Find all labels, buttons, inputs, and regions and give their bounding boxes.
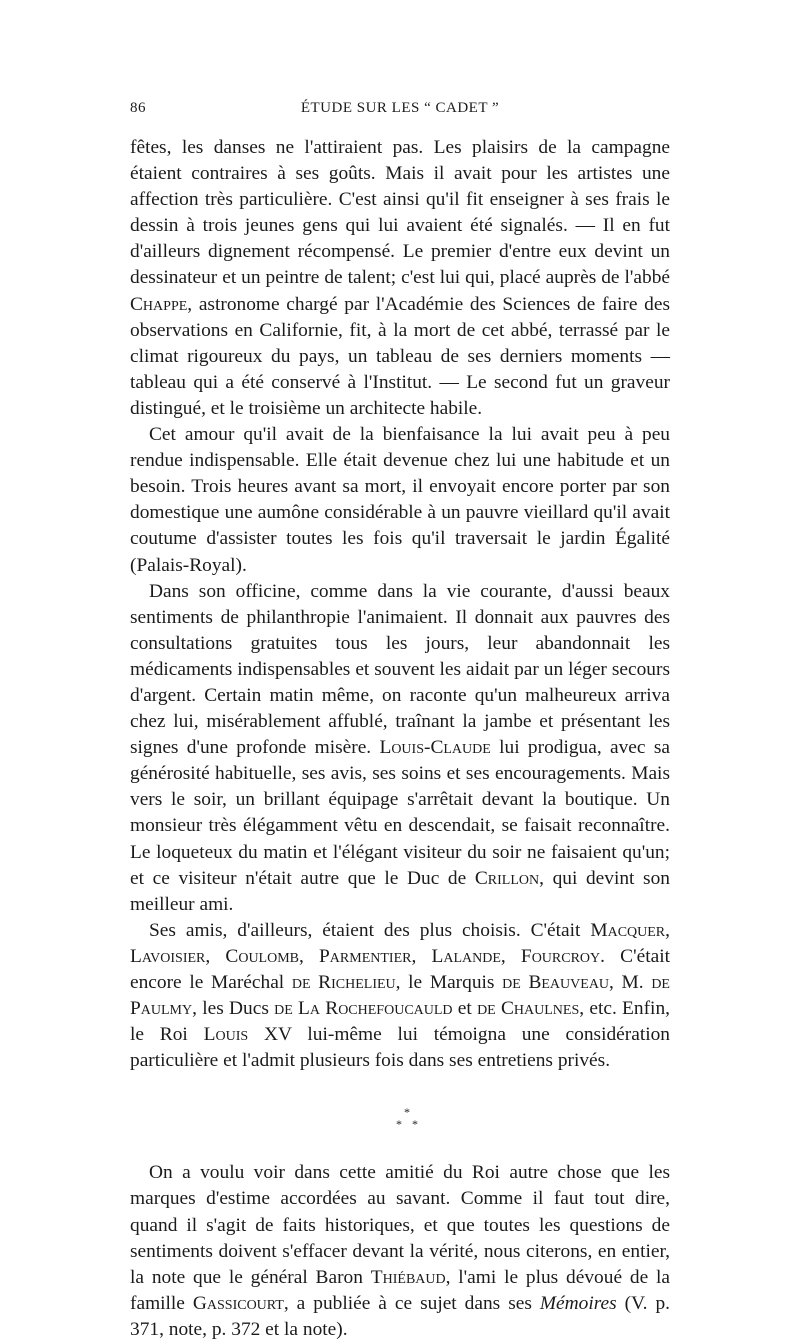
name-chaulnes: de Chaulnes	[477, 998, 580, 1020]
text-run: , le Marquis	[395, 972, 503, 993]
text-run: Dans son officine, comme dans la vie courante, d'aussi beaux sentiments de philanthropie l'animaient. Il donnait aux pauvres des consultations gratuites tous les jours, leur abandonnait les médicaments indispensables et souvent les aidait par un léger secours d'argent. Certain matin même, on raconte qu'un malheureux arriva chez lui, misérablement affublé, traînant la jambe et présentant les signes d'une profonde misère.	[130, 580, 670, 759]
name-gassicourt: Gassicourt	[192, 1292, 284, 1314]
text-run: . C'était encore le Maréchal	[130, 945, 670, 993]
separator-star: *	[404, 1105, 410, 1120]
paragraph-officine	[130, 579, 670, 918]
section-separator	[130, 1074, 670, 1160]
paragraph-amis	[130, 918, 670, 1075]
separator-star: *	[412, 1117, 418, 1132]
name-thiebaud: Thiébaud	[370, 1266, 446, 1288]
text-run: lui prodigua, avec sa générosité habituelle, ses avis, ses soins et ses encouragements. Mais vers le soir, un brillant équipage s'arrêtait devant la boutique. Un monsieur très élégamment vêtu en descendait, se faisait reconnaître. Le loqueteux du matin et l'élégant visiteur du soir ne faisaient qu'un; et ce visiteur n'était autre que le Duc de	[130, 737, 670, 889]
name-beauveau: de Beauveau	[502, 972, 610, 993]
text-run: Ses amis, d'ailleurs, étaient des plus choisis. C'était	[149, 919, 591, 941]
text-run: fêtes, les danses ne l'attiraient pas. Les plaisirs de la campagne étaient contraires à ses goûts. Mais il avait pour les artistes une affection très particulière. C'est ainsi qu'il fit enseigner à ses frais le dessin à trois jeunes gens qui lui avaient été signalés. — Il en fut d'ailleurs dignement récompensé. Le premier d'entre eux devint un dessinateur et un peintre de talent; c'est lui qui, placé auprès de l'abbé	[130, 137, 670, 289]
paragraph-bienfaisance: Cet amour qu'il avait de la bienfaisance la lui avait peu à peu rendue indispensable. Elle était devenue chez lui une habitude et un besoin. Trois heures avant sa mort, il envoyait encore porter par son domestique une aumône considérable à un pauvre vieillard qu'il avait coutume d'assister toutes les fois qu'il traversait le jardin Égalité (Palais-Royal).	[130, 424, 670, 576]
page-number: 86	[130, 100, 146, 116]
text-run: XV lui-même lui témoigna une considération particulière et l'admit plusieurs fois dans ses entretiens privés.	[130, 1024, 670, 1072]
page-header	[130, 100, 670, 124]
text-run: , a publiée à ce sujet dans ses	[283, 1292, 540, 1314]
text-run: , etc. Enfin, le Roi	[130, 998, 670, 1046]
text-run: , qui devint son meilleur ami.	[130, 867, 670, 915]
separator-star: *	[396, 1117, 402, 1132]
title-memoires: Mémoires	[539, 1292, 617, 1314]
text-run: On a voulu voir dans cette amitié du Roi autre chose que les marques d'estime accordées au savant. Comme il faut tout dire, quand il s'agit de faits historiques, et que toutes les questions de sentiments doivent s'effacer devant la vérité, nous citerons, en entier, la note que le général Baron	[130, 1162, 670, 1288]
paragraph-artists	[130, 135, 670, 422]
text-run: , l'ami le plus dévoué de la famille	[130, 1266, 670, 1314]
text-run: , astronome chargé par l'Académie des Sciences de faire des observations en Californie, fit, à la mort de cet abbé, terrassé par le climat rigoureux du pays, un tableau de ses derniers moments — tableau qui a été conservé à l'Institut. — Le second fut un graveur distingué, et le troisième un architecte habile.	[130, 293, 670, 419]
text-run: , les Ducs	[192, 998, 275, 1020]
running-title: ÉTUDE SUR LES “ CADET ”	[300, 100, 500, 116]
name-louis-claude: Louis-Claude	[379, 737, 491, 759]
text-run: et	[452, 998, 478, 1020]
text-run: , M.	[609, 972, 652, 993]
paragraph-note	[130, 1160, 670, 1343]
name-crillon: Crillon	[474, 867, 540, 889]
name-louis-xv: Louis	[203, 1024, 249, 1046]
names-scientists: Macquer, Lavoisier, Coulomb, Parmentier, Lalande, Fourcroy	[130, 919, 670, 967]
name-paulmy: de Paulmy	[130, 972, 670, 1020]
name-chappe: Chappe	[130, 293, 188, 315]
name-richelieu: de Richelieu	[291, 972, 396, 993]
text-run: (V. p. 371, note, p. 372 et la note).	[130, 1292, 671, 1340]
name-rochefoucauld: de La Rochefoucauld	[274, 998, 453, 1020]
body-text	[130, 135, 670, 1343]
